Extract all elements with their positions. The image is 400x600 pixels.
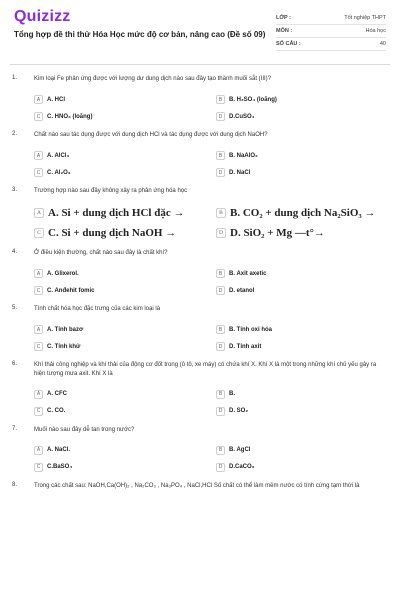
option-c[interactable] [34,463,206,472]
option-b[interactable] [216,151,388,160]
option-text: B. Axit axetic [229,270,267,277]
option-c[interactable] [34,227,206,239]
option-letter-badge: B [216,208,226,218]
option-text: A. HCl [47,96,65,103]
option-letter-badge: C [34,112,43,121]
option-a[interactable] [34,446,206,455]
option-letter-badge: A [34,95,43,104]
option-a[interactable] [34,95,206,104]
question-number: 7. [12,425,18,432]
option-a[interactable] [34,390,206,399]
option-text: B. NaAlO₂ [229,152,258,159]
question-number: 3. [12,187,18,194]
question-text: Ở điều kiện thường, chất nào sau đây là chất khí? [34,250,168,257]
option-c[interactable] [34,286,206,295]
option-text: B. CO₂ + dung dịch Na₂SiO₃ → [230,207,376,220]
question [12,65,388,121]
question-list [0,65,400,490]
question-text: Trong các chất sau: NaOH,Ca(OH)₂ , Na₂CO₃ , Na₃PO₄ , NaCl,HCl Số chất có thể làm mềm nước có tính cứng tạm thời là [34,482,360,489]
option-letter-badge: A [34,390,43,399]
option-d[interactable] [216,342,388,351]
option-text: C. HNO₃ (loãng) [47,113,93,120]
question-number: 8. [12,481,18,488]
question [12,472,388,490]
option-letter-badge: A [34,269,43,278]
option-a[interactable] [34,269,206,278]
meta-row-subject [276,25,386,38]
meta-row-question-count [276,38,386,51]
option-text: D.CaCO₃ [229,464,255,471]
option-text: D. SiO₂ + Mg —t°→ [230,227,325,240]
question [12,351,388,415]
option-text: D. NaCl [229,169,251,176]
option-letter-badge: B [216,269,225,278]
option-text: D. SO₂ [229,408,249,415]
question [12,177,388,239]
option-text: B. Tính oxi hóa [229,326,272,333]
question-number: 4. [12,249,18,256]
option-letter-badge: C [34,407,43,416]
option-text: C. Al₂O₃ [47,169,71,176]
question [12,121,388,177]
option-letter-badge: B [216,446,225,455]
meta-value: Hóa học [365,28,386,34]
meta-key: SỐ CÂU : [276,41,301,47]
option-letter-badge: C [34,228,44,238]
question-number: 5. [12,305,18,312]
option-text: A. AlCl₃ [47,152,70,159]
option-text: A. CFC [47,391,67,398]
option-c[interactable] [34,342,206,351]
option-letter-badge: D [216,407,225,416]
option-text: D. etanol [229,287,255,294]
option-letter-badge: D [216,228,226,238]
option-a[interactable] [34,151,206,160]
option-letter-badge: B [216,325,225,334]
option-letter-badge: B [216,151,225,160]
question-text: Khí thải công nghiệp và khí thải của động cơ đốt trong (ô tô, xe máy) có chứa khí X. Khí X là một trong những khí chủ yếu gây ra hiện tượng mưa axit. Khí X là [34,362,377,377]
meta-info [276,12,386,51]
option-letter-badge: A [34,151,43,160]
option-letter-badge: B [216,95,225,104]
option-text: C. Si + dung dịch NaOH → [48,227,177,240]
page-header [0,0,400,64]
option-text: C. Anđehit fomic [47,287,95,294]
option-letter-badge: A [34,208,44,218]
option-d[interactable] [216,407,388,416]
option-text: B. AgCl [229,447,251,454]
option-letter-badge: A [34,325,43,334]
option-letter-badge: C [34,286,43,295]
option-text: D.CuSO₄ [229,113,255,120]
option-d[interactable] [216,112,388,121]
quizizz-logo: Quizizz [14,8,71,25]
question-text: Tính chất hóa học đặc trưng của các kim loại là [34,306,161,313]
option-a[interactable] [34,325,206,334]
option-c[interactable] [34,112,206,121]
option-d[interactable] [216,463,388,472]
option-c[interactable] [34,168,206,177]
meta-key: LỚP : [276,15,291,21]
question-number: 1. [12,75,18,81]
option-text: A. NaCl. [47,447,71,454]
option-letter-badge: D [216,342,225,351]
question-number: 6. [12,361,18,368]
option-a[interactable] [34,207,206,219]
option-d[interactable] [216,168,388,177]
option-text: B. [229,391,235,398]
option-b[interactable] [216,325,388,334]
option-text: B. H₂SO₄ (loãng) [229,96,277,103]
meta-key: MÔN : [276,28,293,34]
meta-value: Tốt nghiệp THPT [344,15,386,21]
document-title: Tổng hợp đề thi thử Hóa Học mức độ cơ bản, nâng cao (Đề số 09) [14,30,266,39]
question-text: Chất nào sau tác dụng được với dung dịch HCl và tác dụng được với dung dịch NaOH? [34,132,268,139]
meta-row-class [276,12,386,25]
option-letter-badge: C [34,168,43,177]
question [12,416,388,472]
option-letter-badge: D [216,112,225,121]
option-text: C. Tính khử [47,343,81,350]
question [12,239,388,295]
option-b[interactable] [216,390,388,399]
option-b[interactable] [216,95,388,104]
option-text: A. Si + dung dịch HCl đặc → [48,207,185,220]
option-letter-badge: A [34,446,43,455]
question-number: 2. [12,131,18,138]
option-letter-badge: D [216,168,225,177]
option-letter-badge: C [34,463,43,472]
option-c[interactable] [34,407,206,416]
option-d[interactable] [216,286,388,295]
question [12,295,388,351]
option-d[interactable] [216,227,388,239]
option-text: C.BaSO₄ [47,464,73,471]
option-text: D. Tính axit [229,343,262,350]
option-text: C. CO. [47,408,66,415]
option-text: A. Tính bazơ [47,326,84,333]
meta-value: 40 [379,41,386,47]
option-b[interactable] [216,446,388,455]
option-b[interactable] [216,207,388,219]
option-b[interactable] [216,269,388,278]
option-text: A. Glixerol. [47,270,79,277]
option-letter-badge: C [34,342,43,351]
question-text: Trường hợp nào sau đây không xảy ra phản ứng hóa học [34,188,188,195]
option-letter-badge: D [216,286,225,295]
option-letter-badge: D [216,463,225,472]
question-text: Muối nào sau đây dễ tan trong nước? [34,426,135,433]
question-text: Kim loại Fe phản ứng được với lượng dư dung dịch nào sau đây tạo thành muối sắt (III)? [34,76,271,82]
option-letter-badge: B [216,390,225,399]
